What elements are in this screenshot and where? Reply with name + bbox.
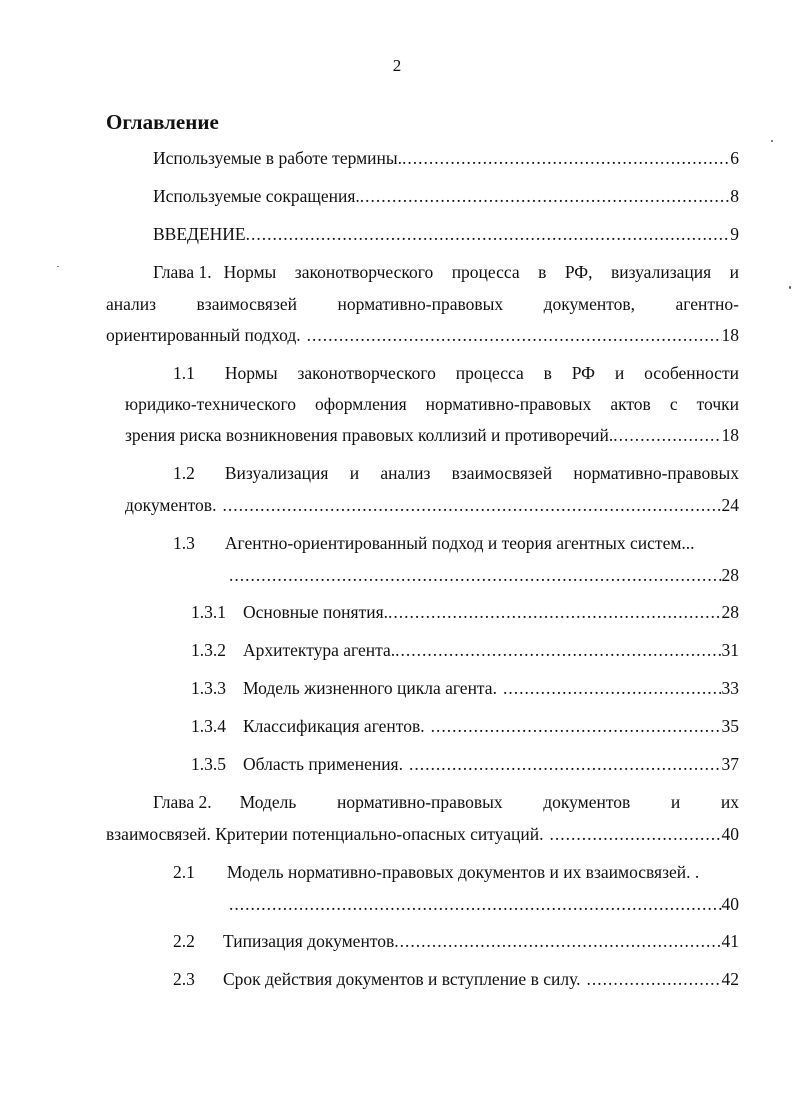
- toc-section-1-2-line-2: [125, 494, 739, 516]
- toc-entry-text: [225, 462, 739, 484]
- toc-section-1-2-line-1: [173, 462, 739, 484]
- toc-chapter-1-line-2: [106, 293, 739, 315]
- toc-entry-text: Архитектура агента.: [243, 640, 396, 660]
- toc-entry-number: 1.3.5: [191, 754, 226, 774]
- toc-word: документов,: [543, 294, 636, 314]
- toc-entry-section-1-3-1[interactable]: [191, 601, 739, 623]
- toc-word: их: [720, 792, 739, 812]
- toc-word: законотворческого: [297, 363, 436, 383]
- toc-entry-number: 1.3: [173, 533, 195, 553]
- toc-entry-text: [240, 791, 739, 813]
- toc-leader-dots: [246, 223, 731, 245]
- toc-entry-number: 1.3.4: [191, 716, 226, 736]
- toc-word: РФ: [571, 363, 595, 383]
- toc-section-1-3-line-1: [173, 532, 739, 554]
- toc-word: актов: [610, 394, 651, 414]
- toc-word: взаимосвязей: [196, 294, 298, 314]
- toc-entry-page: 18: [721, 325, 739, 345]
- toc-entry-section-1-3-4[interactable]: [191, 715, 739, 737]
- toc-entry-page: 18: [721, 425, 739, 445]
- toc-word: с: [669, 394, 678, 414]
- toc-section-2-1-line-2: [229, 893, 739, 915]
- toc-entry-text: Основные понятия.: [243, 602, 389, 622]
- toc-entry-page: 35: [721, 716, 739, 736]
- toc-entry-page: 31: [721, 640, 739, 660]
- toc-entry-text: Используемые сокращения.: [153, 186, 360, 206]
- toc-section-1-1-line-1: [173, 362, 739, 384]
- toc-entry-number: 1.3.2: [191, 640, 226, 660]
- toc-entry-introduction[interactable]: [153, 223, 739, 245]
- toc-word: процесса: [455, 363, 524, 383]
- toc-leader-dots: [431, 715, 722, 737]
- toc-leader-dots: [613, 424, 721, 446]
- toc-word: агентно-: [675, 294, 739, 314]
- toc-entry-text: зрения риска возникновения правовых коллизий и противоречий.: [125, 425, 614, 445]
- toc-entry-text: ориентированный подход.: [106, 325, 301, 345]
- toc-entry-page: 28: [721, 565, 739, 585]
- toc-entry-section-2-2[interactable]: [173, 930, 739, 952]
- toc-leader-dots: [307, 324, 722, 346]
- toc-leader-dots: [229, 564, 722, 586]
- toc-chapter-2-line-2: [106, 823, 739, 845]
- toc-chapter-1-line-3: [106, 324, 739, 346]
- toc-entry-page: 33: [721, 678, 739, 698]
- toc-entry-number: 1.1: [173, 363, 195, 383]
- toc-word: Модель: [239, 792, 297, 812]
- toc-entry-number: 1.3.1: [191, 602, 226, 622]
- toc-entry-number: Глава 1.: [153, 262, 212, 282]
- toc-entry-page: 40: [721, 894, 739, 914]
- toc-leader-dots: [229, 893, 722, 915]
- toc-section-1-3-line-2: [229, 564, 739, 586]
- toc-entry-text: Используемые в работе термины.: [153, 148, 403, 168]
- toc-entry-text: ВВЕДЕНИЕ: [153, 224, 246, 244]
- toc-entry-page: 28: [721, 602, 739, 622]
- toc-entry-text: Срок действия документов и вступление в силу.: [223, 969, 581, 989]
- toc-entry-page: 42: [721, 969, 739, 989]
- toc-word: нормативно-правовых: [425, 394, 592, 414]
- toc-leader-dots: [360, 185, 731, 207]
- toc-word: Нормы: [224, 363, 278, 383]
- toc-title: Оглавление: [106, 110, 219, 134]
- toc-entry-text: Модель жизненного цикла агента.: [243, 678, 497, 698]
- toc-word: взаимосвязей: [451, 463, 553, 483]
- toc-leader-dots: [586, 968, 721, 990]
- toc-leader-dots: [394, 930, 721, 952]
- toc-word: точки: [696, 394, 739, 414]
- toc-entry-text: Область применения.: [243, 754, 403, 774]
- toc-word: анализ: [106, 294, 157, 314]
- toc-word: и: [670, 792, 681, 812]
- toc-entry-section-1-3-5[interactable]: [191, 753, 739, 775]
- toc-word: нормативно-правовых: [337, 294, 504, 314]
- toc-section-1-1-line-2: [125, 393, 739, 415]
- toc-entry-text: Модель нормативно-правовых документов и их взаимосвязей. .: [226, 862, 700, 882]
- toc-word: и: [614, 363, 625, 383]
- toc-leader-dots: [549, 823, 721, 845]
- toc-entry-text: Агентно-ориентированный подход и теория агентных систем...: [224, 533, 695, 553]
- toc-word: документов: [543, 792, 631, 812]
- toc-section-1-1-line-3: [125, 424, 739, 446]
- toc-entry-text: документов.: [125, 495, 217, 515]
- toc-entry-text: взаимосвязей. Критерии потенциально-опасных ситуаций.: [106, 824, 544, 844]
- scan-speck: [57, 266, 59, 267]
- toc-entry-section-2-3[interactable]: [173, 968, 739, 990]
- toc-word: Визуализация: [224, 463, 329, 483]
- toc-entry-page: 41: [721, 931, 739, 951]
- toc-chapter-2-line-1: [153, 791, 739, 813]
- toc-entry-number: Глава 2.: [153, 792, 212, 812]
- toc-word: юридико-технического: [125, 394, 296, 414]
- toc-entry-page: 37: [721, 754, 739, 774]
- scan-speck: [771, 140, 773, 142]
- toc-entry-page: 24: [721, 495, 739, 515]
- toc-entry-number: 1.2: [173, 463, 195, 483]
- toc-word: в: [543, 363, 552, 383]
- scan-speck: [789, 286, 791, 289]
- toc-entry-number: 2.2: [173, 931, 195, 951]
- toc-leader-dots: [388, 601, 721, 623]
- toc-leader-dots: [402, 147, 730, 169]
- toc-entry-text: [225, 362, 739, 384]
- toc-entry-page: 6: [730, 148, 739, 168]
- toc-word: анализ: [380, 463, 431, 483]
- toc-entry-section-1-3-3[interactable]: [191, 677, 739, 699]
- toc-word: нормативно-правовых: [336, 792, 503, 812]
- toc-word: особенности: [644, 363, 739, 383]
- toc-entry-page: 40: [721, 824, 739, 844]
- toc-entry-text: Классификация агентов.: [243, 716, 425, 736]
- toc-section-2-1-line-1: [173, 861, 739, 883]
- toc-leader-dots: [503, 677, 722, 699]
- toc-entry-abbreviations[interactable]: [153, 185, 739, 207]
- toc-entry-number: 2.1: [173, 862, 195, 882]
- toc-entry-number: 2.3: [173, 969, 195, 989]
- toc-entry-text: Нормы законотворческого процесса в РФ, визуализация и: [223, 262, 739, 282]
- toc-chapter-1-line-1: [153, 261, 739, 283]
- toc-entry-terms[interactable]: [153, 147, 739, 169]
- page-number: 2: [392, 56, 402, 75]
- toc-leader-dots: [222, 494, 721, 516]
- toc-entry-number: 1.3.3: [191, 678, 226, 698]
- toc-leader-dots: [395, 639, 721, 661]
- toc-leader-dots: [409, 753, 722, 775]
- toc-entry-page: 9: [730, 224, 739, 244]
- toc-word: оформления: [314, 394, 407, 414]
- toc-word: и: [349, 463, 360, 483]
- toc-entry-text: Типизация документов: [223, 931, 395, 951]
- toc-word: нормативно-правовых: [573, 463, 739, 483]
- toc-entry-section-1-3-2[interactable]: [191, 639, 739, 661]
- toc-entry-page: 8: [730, 186, 739, 206]
